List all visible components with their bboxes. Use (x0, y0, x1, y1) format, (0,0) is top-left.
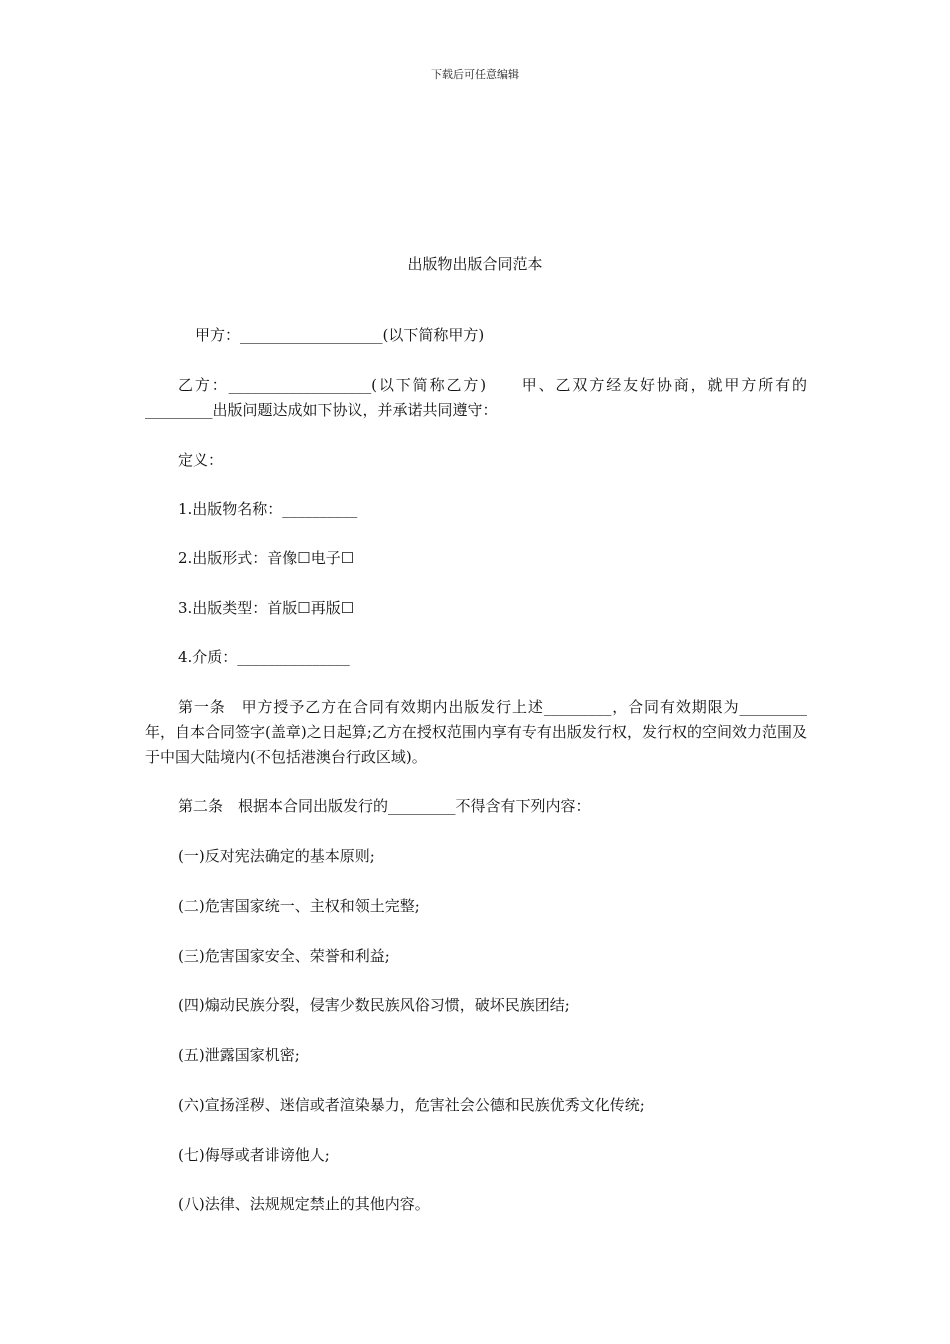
definition-item-medium: 4.介质：_______________ (178, 648, 350, 666)
prohibited-item-5: (五)泄露国家机密; (178, 1046, 300, 1064)
definition-item-type: 3.出版类型：首版☐再版☐ (178, 599, 355, 617)
header-note: 下载后可任意编辑 (431, 68, 519, 81)
prohibited-item-4: (四)煽动民族分裂，侵害少数民族风俗习惯，破坏民族团结; (178, 996, 570, 1014)
article-2: 第二条 根据本合同出版发行的_________不得含有下列内容： (178, 797, 591, 815)
document-title: 出版物出版合同范本 (407, 255, 543, 273)
definition-item-form: 2.出版形式：音像☐电子☐ (178, 549, 355, 567)
article-1: 第一条 甲方授予乙方在合同有效期内出版发行上述_________，合同有效期限为_________年，自本合同签字(盖章)之日起算;乙方在授权范围内享有专有出版发行权，发行权的空间效力范围及于中国大陆境内(不包括港澳台行政区域)。 (145, 698, 807, 766)
prohibited-item-1: (一)反对宪法确定的基本原则; (178, 847, 375, 865)
definition-item-name: 1.出版物名称：__________ (178, 500, 358, 518)
prohibited-item-7: (七)侮辱或者诽谤他人; (178, 1146, 330, 1164)
definitions-heading: 定义： (178, 451, 224, 469)
prohibited-item-2: (二)危害国家统一、主权和领土完整; (178, 897, 420, 915)
prohibited-item-8: (八)法律、法规规定禁止的其他内容。 (178, 1195, 430, 1213)
prohibited-item-6: (六)宣扬淫秽、迷信或者渲染暴力，危害社会公德和民族优秀文化传统; (178, 1096, 645, 1114)
prohibited-item-3: (三)危害国家安全、荣誉和利益; (178, 947, 390, 965)
party-b-paragraph: 乙方：___________________(以下简称乙方) 甲、乙双方经友好协商，就甲方所有的_________出版问题达成如下协议，并承诺共同遵守： (145, 376, 807, 419)
party-a-line: 甲方：___________________(以下简称甲方) (195, 326, 485, 344)
